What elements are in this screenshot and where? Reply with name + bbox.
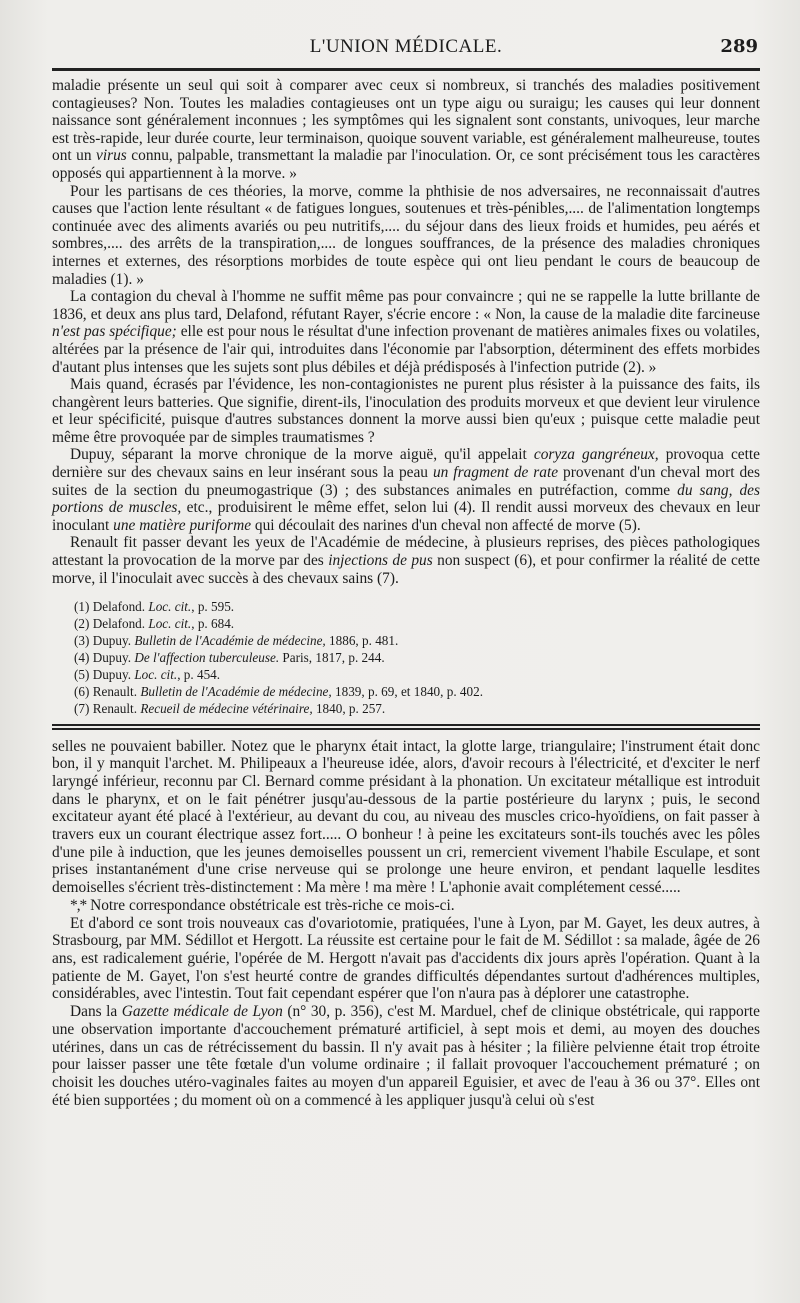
asterism: *,* xyxy=(70,896,87,914)
paragraph: Pour les partisans de ces théories, la morve, comme la phthisie de nos adversaires, ne reconnaissait d'autres causes que l'action lente résultant « de fatigues longues, soutenues et très-pénibles,.... de l'alimentation longtemps continuée avec des aliments avariés ou peu nutritifs,.... du séjour dans des lieux froids et humides, peu aérés et sombres,.... des arrêts de la transpiration,.... de longues souffrances, de la présence des maladies chroniques internes et externes, des résorptions morbides de toute espèce qui ont lieu pendant le cours de beaucoup de maladies (1). » xyxy=(52,182,760,288)
paragraph: Renault fit passer devant les yeux de l'Académie de médecine, à plusieurs reprises, des pièces pathologiques attestant la provocation de la morve par des injections de pus non suspect (6), et pour confirmer la réalité de cette morve, il l'inoculait avec succès à des chevaux sains (7). xyxy=(52,534,760,587)
paragraph: maladie présente un seul qui soit à comparer avec ceux si nombreux, si tranchés des maladies positivement contagieuses? Non. Toutes les maladies contagieuses ont un type aigu ou suraigu; les causes qui leur donnent naissance sont généralement inconnues ; les symptômes qui les signalent sont constants, univoques, leur marche est très-rapide, leur durée courte, leur terminaison, quoique souvent variable, est généralement malheureuse, toutes ont un virus connu, palpable, transmettant la maladie par l'inoculation. Or, ce sont précisément tous les caractères opposés qui appartiennent à la morve. » xyxy=(52,77,760,182)
footnote: (3) Dupuy. Bulletin de l'Académie de médecine, 1886, p. 481. xyxy=(74,633,399,649)
footnote: (4) Dupuy. De l'affection tuberculeuse. Paris, 1817, p. 244. xyxy=(74,649,385,665)
section-divider xyxy=(52,724,760,730)
page-number: 289 xyxy=(720,36,758,57)
footnote: (1) Delafond. Loc. cit., p. 595. xyxy=(74,599,235,615)
paragraph: Dupuy, séparant la morve chronique de la morve aiguë, qu'il appelait coryza gangréneux, provoqua cette dernière sur des chevaux sains en leur insérant sous la peau un fragment de rate provenant d'un cheval mort des suites de la section du pneumogastrique (3) ; des substances animales en putréfaction, comme du sang, des portions de muscles, etc., produisirent le même effet, selon lui (4). Il rendit aussi morveux des chevaux en leur inoculant une matière puriforme qui découlait des narines d'un cheval non affecté de morve (5). xyxy=(52,446,761,534)
page-header xyxy=(52,28,760,66)
paragraph: *,* Notre correspondance obstétricale est très-riche ce mois-ci. xyxy=(70,896,455,914)
upper-article xyxy=(52,77,760,587)
paragraph: Mais quand, écrasés par l'évidence, les non-contagionistes ne purent plus résister à la puissance des faits, ils changèrent leurs batteries. Que signifie, dirent-ils, l'inoculation des produits morveux et que devient leur virulence et leur spécificité, puisque d'autres substances donnent la morve aussi bien qu'eux ; puisque cette maladie peut même être provoquée par de simples traumatismes ? xyxy=(52,376,760,446)
paragraph: La contagion du cheval à l'homme ne suffit même pas pour convaincre ; qui ne se rappelle la lutte brillante de 1836, et deux ans plus tard, Delafond, réfutant Rayer, s'écrie encore : « Non, la cause de la maladie dite farcineuse n'est pas spécifique; elle est pour nous le résultat d'une infection provenant de matières animales fixes ou volatiles, altérées par la présence de l'air qui, introduites dans l'économie par l'absorption, déterminent des effets morbides d'autant plus intenses que les sujets sont plus débiles et déjà prédisposés à l'infection putride (2). » xyxy=(52,288,761,376)
header-rule xyxy=(52,68,760,71)
footnotes xyxy=(74,599,760,717)
lower-article xyxy=(52,738,760,1110)
paragraph: selles ne pouvaient babiller. Notez que le pharynx était intact, la glotte large, triangulaire; l'instrument était donc bon, il y manquit l'archet. M. Philipeaux a l'heureuse idée, alors, d'avoir recours à l'électricité, et d'exciter le nerf laryngé inférieur, reconnu par Cl. Bernard comme présidant à la phonation. Un excitateur métallique est introduit dans le pharynx, et on le fait pénétrer jusqu'au-dessous de la partie postérieure du larynx ; puis, le second excitateur ayant été placé à l'extérieur, au devant du cou, au niveau des muscles crico-hyoïdiens, on fait passer à travers eux un courant électrique assez fort..... O bonheur ! à peine les excitateurs sont-ils touchés avec les pôles d'une pile à induction, que les jeunes demoiselles poussent un cri, remercient vivement l'habile Esculape, et sont prises instantanément d'une crise nerveuse qui se prolonge une heure environ, et pendant laquelle lesdites demoiselles s'écrient très-distinctement : Ma mère ! ma mère ! L'aphonie avait complétement cessé..... xyxy=(52,737,760,897)
footnote: (2) Delafond. Loc. cit., p. 684. xyxy=(74,616,235,632)
footnote: (7) Renault. Recueil de médecine vétérinaire, 1840, p. 257. xyxy=(74,700,386,716)
footnote: (6) Renault. Bulletin de l'Académie de médecine, 1839, p. 69, et 1840, p. 402. xyxy=(74,683,484,699)
paragraph: Et d'abord ce sont trois nouveaux cas d'ovariotomie, pratiquées, l'une à Lyon, par M. Gayet, les deux autres, à Strasbourg, par MM. Sédillot et Hergott. La réussite est certaine pour le fait de M. Sédillot : sa malade, âgée de 26 ans, est radicalement guérie, l'opérée de M. Hergott n'avait pas d'accidents dix jours après l'opération. Quant à la patiente de M. Gayet, l'on s'est heurté contre de grandes difficultés dépendantes surtout d'adhérences multiples, considérables, avec l'intestin. Tout fait cependant espérer que l'on n'aura pas à déplorer une catastrophe. xyxy=(52,914,760,1003)
footnote: (5) Dupuy. Loc. cit., p. 454. xyxy=(74,666,221,682)
running-title: L'UNION MÉDICALE. xyxy=(309,36,503,57)
paragraph: Dans la Gazette médicale de Lyon (n° 30, p. 356), c'est M. Marduel, chef de clinique obstétricale, qui rapporte une observation importante d'accouchement prématuré artificiel, à sept mois et demi, au moyen des douches utérines, dans un cas de rétrécissement du bassin. Il n'y avait pas à hésiter ; la filière pelvienne était trop étroite pour laisser passer une tête fœtale d'un volume ordinaire ; il fallait provoquer l'accouchement prématuré ; on choisit les douches utéro-vaginales faites au moyen d'un appareil Eguisier, et avec de l'eau à 36 ou 37°. Elles ont été bien supportées ; du moment où on a commencé à les appliquer jusqu'à celui où s'est xyxy=(52,1003,760,1109)
